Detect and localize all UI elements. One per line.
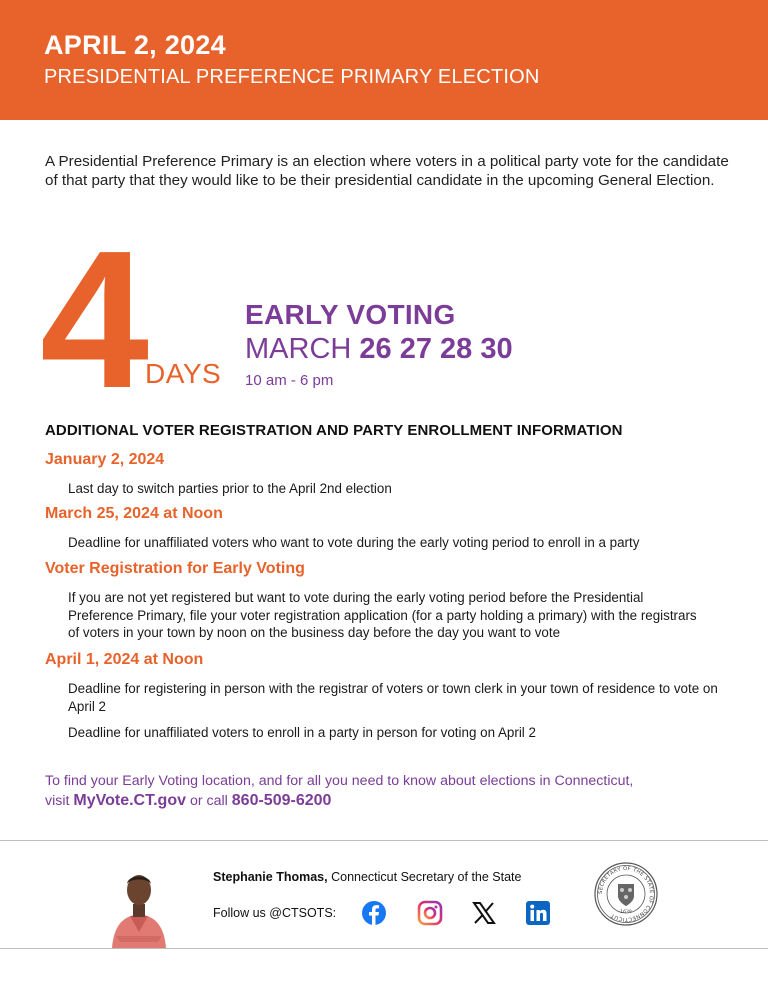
info-text: Deadline for unaffiliated voters to enroll in a party in person for voting on April 2 [68,725,536,740]
early-voting-dates [245,333,513,366]
avatar [104,866,174,948]
linkedin-icon[interactable] [525,900,551,926]
facebook-icon[interactable] [361,900,387,926]
visit-label: visit [45,793,70,809]
info-heading: Voter Registration for Early Voting [45,560,305,577]
seal-text: SECRETARY OF THE STATE OF CONNECTICUT [597,865,655,923]
info-heading: January 2, 2024 [45,451,165,468]
footer-note-line1: To find your Early Voting location, and for all you need to know about elections in Connecticut, [45,773,634,789]
follow-label: Follow us @CTSOTS: [213,906,337,920]
info-text: Last day to switch parties prior to the April 2nd election [68,481,392,496]
footer-divider-bottom [0,948,768,949]
footer-divider-top [0,840,768,841]
state-seal [594,862,658,926]
days-count: 4 [40,210,144,429]
early-voting-title: EARLY VOTING [245,299,456,330]
additional-info-title: ADDITIONAL VOTER REGISTRATION AND PARTY ENROLLMENT INFORMATION [45,422,623,439]
days-label: DAYS [145,358,222,389]
footer-note-line2 [45,791,735,811]
phone-number[interactable]: 860-509-6200 [231,792,332,809]
secretary-role: Connecticut Secretary of the State [331,870,522,884]
election-date: APRIL 2, 2024 [44,30,226,60]
header-banner [0,0,768,120]
intro-paragraph: A Presidential Preference Primary is an election where voters in a political party vote for the candidate of that party that they would like to be their presidential candidate in the upcoming General Election. [45,153,729,189]
info-text: Deadline for registering in person with the registrar of voters or town clerk in your town of residence to vote on April 2 [68,681,718,714]
info-heading: March 25, 2024 at Noon [45,505,223,522]
or-call-label: or call [189,793,228,809]
instagram-icon[interactable] [417,900,443,926]
seal-year: 1639 [620,910,632,915]
secretary-line [213,870,521,884]
early-voting-days: 26 27 28 30 [359,333,513,365]
election-title: PRESIDENTIAL PREFERENCE PRIMARY ELECTION [44,66,540,88]
info-text: Deadline for unaffiliated voters who want to vote during the early voting period to enroll in a party [68,535,640,550]
early-voting-month: MARCH [245,333,352,365]
footer-note [45,772,735,811]
info-text: If you are not yet registered but want to vote during the early voting period before the Presidential Preference Primary, file your voter registration application (for a party holding a primary) with the registrars of voters in your town by noon on the business day before the day you want to vote [68,590,697,640]
info-heading: April 1, 2024 at Noon [45,651,204,668]
early-voting-hours: 10 am - 6 pm [245,372,334,389]
website-link[interactable]: MyVote.CT.gov [73,792,186,809]
secretary-name: Stephanie Thomas, [213,870,328,884]
x-icon[interactable] [471,900,497,926]
